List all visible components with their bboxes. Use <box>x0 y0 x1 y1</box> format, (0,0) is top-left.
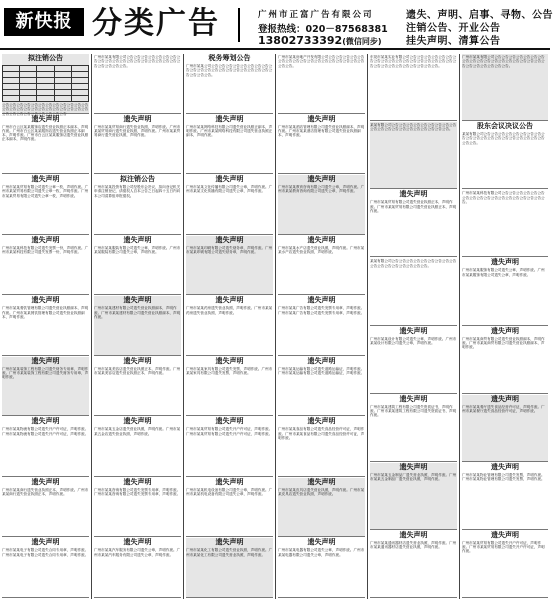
ad-notice <box>2 357 89 417</box>
notice-body: 广州市某某通讯器材店遗失营业执照，声明作废。广州市某某通讯器材店遗失营业执照，声明作废。 <box>370 540 457 550</box>
ad-notice <box>278 478 365 538</box>
ad-column <box>92 54 184 599</box>
notice-title: 遗失声明 <box>307 114 336 123</box>
ad-notice <box>186 115 273 175</box>
category-line: 遗失、声明、启事、寻物、公告 <box>406 10 553 21</box>
category-line: 挂失声明、清算公告 <box>406 36 501 47</box>
notice-title: 遗失声明 <box>123 417 152 426</box>
notice-body: 广州市某某教育咨询有限公司遗失公章，声明作废。广州市某某教育咨询有限公司遗失公章，声明作废。 <box>278 185 365 194</box>
notice-body: 广州市某某家具有限公司遗失发票，声明作废。广州市某某家具有限公司遗失发票，声明作废。 <box>186 366 273 376</box>
ad-notice <box>2 478 89 538</box>
notice-title: 遗失声明 <box>215 175 244 184</box>
notice-body: 广州市某某服饰有限公司遗失公章，声明作废。广州市某某服饰有限公司遗失公章，声明作废。 <box>462 268 545 277</box>
notice-title: 遗失声明 <box>399 326 428 335</box>
ad-notice <box>278 538 365 598</box>
notice-body: 广州市某某商贸有限公司遗失营业执照副本，声明作废。广州市某某商贸有限公司遗失营业执照副本，声明作废。 <box>462 336 545 350</box>
notice-body: 某某有限公司公告公告公告公告公告公告公告公告公告公告公告公告公告公告公告公告公告公告公告公告。 <box>370 123 457 132</box>
notice-body: 广州市某某房地产开发有限公司公告公告公告公告公告公告公告公告公告公告公告公告公告公告公告公告公告公告公告。 <box>278 55 365 68</box>
notice-body: 广州市某某有限公司公告公告公告公告公告公告公告公告公告公告公告公告公告公告公告公告公告公告公告公告公告公告公告公告。 <box>94 55 181 68</box>
ads-area <box>0 54 550 599</box>
notice-title: 遗失声明 <box>491 326 519 335</box>
notice-title: 遗失声明 <box>307 417 336 426</box>
ad-notice <box>186 175 273 235</box>
notice-title: 税务筹划公告 <box>208 54 251 62</box>
notice-body: 广州市某某商行遗失营业执照正本，声明作废。广州市某某商行遗失营业执照正本，声明作废。 <box>2 487 89 497</box>
ad-notice <box>370 258 457 325</box>
notice-title: 遗失声明 <box>215 235 244 244</box>
notice-body: 广州市某某贸易商行遗失营业执照，声明作废。广州市某某贸易商行遗失营业执照，声明作废。广州市某某贸易商行遗失营业执照，声明作废。 <box>94 124 181 138</box>
ad-notice <box>186 236 273 296</box>
notice-title: 拟注销公告 <box>28 54 63 62</box>
ad-notice <box>462 122 548 189</box>
ad-notice <box>186 296 273 356</box>
notice-body: 广州市某某食品有限公司遗失食品经营许可证，声明作废。广州市某某食品有限公司遗失食品经营许可证，声明作废。 <box>278 427 365 440</box>
ad-notice <box>462 54 548 121</box>
ad-notice <box>370 327 457 394</box>
ad-column <box>0 54 92 599</box>
notice-body: 广州市某某运输有限公司遗失道路运输证，声明作废。广州市某某运输有限公司遗失道路运输证，声明作废。 <box>278 366 365 376</box>
notice-body: 广州市某某建筑工程有限公司遗失资质证书，声明作废。广州市某某建筑工程有限公司遗失资质证书，声明作废。 <box>370 404 457 418</box>
notice-body: 广州市某某建材有限公司遗失营业执照副本，声明作废。广州市某某建材有限公司遗失营业执照副本，声明作废。 <box>94 306 181 319</box>
notice-body: 广州市某某化工有限公司遗失营业执照，声明作废。广州市某某化工有限公司遗失营业执照，声明作废。 <box>186 548 273 557</box>
ad-notice <box>2 296 89 356</box>
ad-notice <box>2 175 89 235</box>
ad-notice <box>462 327 548 394</box>
notice-body: 广州市某某投资有限公司经股东会决议，拟向登记机关申请注销登记，请债权人自本公告之日起四十五日内向本公司清算组申报债权。 <box>94 185 181 198</box>
notice-body: 广州市某某广告有限公司遗失发票专用章，声明作废。广州市某某广告有限公司遗失发票专用章，声明作废。 <box>278 306 365 315</box>
notice-body: 广州市某某五金店遗失营业执照，声明作废。广州市某某五金店遗失营业执照，声明作废。 <box>94 427 181 436</box>
notice-body: 某某有限公司公告公告公告公告公告公告公告公告公告公告公告公告公告公告公告公告公告。 <box>370 259 457 268</box>
notice-title: 遗失声明 <box>491 394 519 403</box>
ad-notice <box>278 115 365 175</box>
notice-title: 遗失声明 <box>123 477 152 486</box>
notice-title: 股东会议决议公告 <box>477 122 533 131</box>
notice-title: 遗失声明 <box>399 530 428 539</box>
notice-body: 广州市某某科技有限公司遗失发票一份，声明作废。广州市某某科技有限公司遗失发票一份，声明作废。 <box>2 245 89 254</box>
notice-title: 遗失声明 <box>307 356 336 365</box>
notice-title: 遗失声明 <box>123 296 152 305</box>
notice-table <box>2 65 89 102</box>
notice-title: 遗失声明 <box>307 296 336 305</box>
notice-title: 遗失声明 <box>307 477 336 486</box>
ad-column <box>184 54 276 599</box>
ad-notice <box>278 236 365 296</box>
ad-notice <box>462 463 548 530</box>
notice-body: 广州市某某药房遗失营业执照，声明作废。广州市某某药房遗失营业执照，声明作废。 <box>186 306 273 315</box>
ad-notice <box>278 296 365 356</box>
ad-notice <box>186 478 273 538</box>
notice-title: 遗失声明 <box>31 417 60 426</box>
notice-body: 广州市某某美容店遗失营业执照正本，声明作废。广州市某某美容店遗失营业执照正本，声明作废。 <box>94 366 181 376</box>
ad-notice <box>370 395 457 462</box>
notice-body: 广州市某某贸易有限公司遗失公章一枚，声明作废。广州市某某贸易有限公司遗失公章一枚，声明作废。广州市某某贸易有限公司遗失公章一枚，声明作废。 <box>2 185 89 198</box>
ad-notice <box>370 531 457 598</box>
ad-notice <box>94 175 181 235</box>
ad-notice <box>462 258 548 325</box>
ad-notice <box>94 296 181 356</box>
notice-title: 遗失声明 <box>31 538 60 547</box>
ad-notice <box>2 54 89 114</box>
notice-title: 遗失声明 <box>31 235 60 244</box>
notice-body: 广州市某某物业管理有限公司遗失发票，声明作废。广州市某某物业管理有限公司遗失发票，声明作废。 <box>462 472 545 482</box>
notice-body: 广州市某某贸易有限公司遗失开户许可证，声明作废。广州市某某贸易有限公司遗失开户许可证，声明作废。 <box>462 540 545 554</box>
notice-body: 广州市某某科技有限公司公告公告公告公告公告公告公告公告公告公告公告公告公告公告公告公告公告公告。 <box>462 191 545 204</box>
hotline: 登报热线：020－87568381 <box>258 24 388 35</box>
notice-title: 遗失声明 <box>123 235 152 244</box>
notice-body: 广州市某某餐厅遗失食品经营许可证，声明作废。广州市某某餐厅遗失食品经营许可证，声明作废。 <box>462 404 545 413</box>
notice-body: 广州市某某电器有限公司遗失公章，声明作废。广州市某某电器有限公司遗失公章，声明作废。 <box>278 548 365 557</box>
ad-column <box>276 54 368 599</box>
ad-notice <box>370 122 457 189</box>
notice-title: 遗失声明 <box>123 538 152 547</box>
ad-notice <box>94 236 181 296</box>
notice-body: 广州市某某皮具店遗失营业执照，声明作废。广州市某某皮具店遗失营业执照，声明作废。 <box>278 487 365 497</box>
ad-notice <box>370 190 457 257</box>
ad-categories <box>406 6 553 47</box>
notice-body: 广州市某某印刷有限公司遗失财务章，声明作废。广州市某某印刷有限公司遗失财务章，声明作废。 <box>186 245 273 254</box>
ad-notice <box>94 54 181 114</box>
notice-title: 遗失声明 <box>215 477 244 486</box>
notice-title: 遗失声明 <box>491 258 519 267</box>
notice-body: 某某有限公司公告公告公告公告公告公告公告公告公告公告公告公告公告公告公告公告公告公告公告公告公告公告。 <box>462 132 545 145</box>
notice-body: 广州市某某电子有限公司遗失合同专用章，声明作废。广州市某某电子有限公司遗失合同专用章，声明作废。 <box>2 548 89 557</box>
notice-body: 广州市某某酒店管理有限公司遗失营业执照副本，声明作废。广州市某某酒店管理有限公司遗失营业执照副本，声明作废。 <box>278 124 365 138</box>
ad-notice <box>94 478 181 538</box>
ad-notice <box>278 54 365 114</box>
ad-column <box>368 54 460 599</box>
ad-notice <box>462 531 548 598</box>
ad-notice <box>278 417 365 477</box>
notice-body: 广州市某某五金制品厂遗失营业执照，声明作废。广州市某某五金制品厂遗失营业执照，声明作废。 <box>370 472 457 482</box>
company-name: 广州市正富广告有限公司 <box>258 10 374 20</box>
notice-title: 遗失声明 <box>31 477 60 486</box>
ad-notice <box>278 357 365 417</box>
notice-title: 遗失声明 <box>307 175 336 184</box>
ad-notice <box>2 417 89 477</box>
ad-notice <box>278 175 365 235</box>
notice-title: 遗失声明 <box>31 356 60 365</box>
ad-notice <box>186 54 273 114</box>
notice-body: 广州市某某有限公司公告公告公告公告公告公告公告公告公告公告公告公告公告公告公告公告公告公告公告公告公告公告公告公告公告。 <box>462 55 545 68</box>
notice-title: 遗失声明 <box>491 530 519 539</box>
notice-body: 公告公告公告公告公告公告公告公告公告公告公告公告公告公告公告公告公告公告公告公告公告公告公告公告公告公告公告公告公告公告公告公告公告 <box>2 103 89 116</box>
notice-title: 遗失声明 <box>399 190 428 199</box>
ad-notice <box>2 115 89 175</box>
category-line: 注销公告、开业公告 <box>406 23 501 34</box>
notice-body: 广州市某某服装有限公司遗失公章，声明作废。广州市某某服装有限公司遗失公章，声明作废。 <box>94 245 181 254</box>
notice-title: 遗失声明 <box>215 114 244 123</box>
ad-notice <box>370 54 457 121</box>
notice-body: 广州市某某咨询有限公司遗失发票专用章，声明作废。广州市某某咨询有限公司遗失发票专用章，声明作废。 <box>94 487 181 497</box>
ad-notice <box>462 395 548 462</box>
ad-notice <box>94 115 181 175</box>
notice-title: 遗失声明 <box>31 114 60 123</box>
notice-title: 遗失声明 <box>215 356 244 365</box>
notice-title: 遗失声明 <box>399 462 428 471</box>
notice-title: 遗失声明 <box>31 296 60 305</box>
mobile-phone <box>258 34 398 46</box>
notice-body: 广州市白云区某某服饰店遗失营业执照正本副本，声明作废。广州市白云区某某服饰店遗失营业执照正本副本，声明作废。广州市白云区某某服饰店遗失营业执照正本副本，声明作废。 <box>2 124 89 142</box>
notice-title: 遗失声明 <box>123 356 152 365</box>
ad-notice <box>462 190 548 257</box>
ad-notice <box>186 417 273 477</box>
notice-title: 遗失声明 <box>215 417 244 426</box>
notice-body: 广州市某某水产店遗失营业执照，声明作废。广州市某某水产店遗失营业执照，声明作废。 <box>278 245 365 254</box>
notice-body: 广州市某某设计有限公司遗失公章，声明作废。广州市某某设计有限公司遗失公章，声明作废。 <box>370 336 457 345</box>
notice-body: 东莞市某某实业有限公司公告公告公告公告公告公告公告公告公告公告公告公告公告公告公告公告公告公告公告公告公告公告公告公告公告公告公告公告。 <box>370 55 457 68</box>
notice-body: 广州市某某贸易有限公司遗失开户许可证，声明作废。广州市某某贸易有限公司遗失开户许可证，声明作废。 <box>186 427 273 436</box>
ad-notice <box>370 463 457 530</box>
ad-notice <box>186 538 273 598</box>
notice-body: 广州市某某物流有限公司遗失开户许可证，声明作废。广州市某某物流有限公司遗失开户许可证，声明作废。 <box>2 427 89 436</box>
wechat-note: (微信同步) <box>342 37 382 46</box>
mobile-number: 13802733392 <box>258 34 343 47</box>
ad-notice <box>186 357 273 417</box>
ad-notice <box>2 236 89 296</box>
notice-title: 遗失声明 <box>491 462 519 471</box>
section-title: 分类广告 <box>92 6 220 41</box>
notice-title: 遗失声明 <box>399 394 428 403</box>
notice-body: 广州市某某汽车服务有限公司遗失公章，声明作废。广州市某某汽车服务有限公司遗失公章，声明作废。 <box>94 548 181 557</box>
notice-title: 遗失声明 <box>307 235 336 244</box>
notice-title: 拟注销公告 <box>120 175 155 184</box>
ad-notice <box>94 538 181 598</box>
notice-title: 遗失声明 <box>123 114 152 123</box>
notice-title: 遗失声明 <box>31 175 60 184</box>
notice-title: 遗失声明 <box>307 538 336 547</box>
notice-body: 广州市某某网络科技有限公司遗失营业执照正副本，声明作废。广州市某某网络科技有限公司遗失营业执照正副本，声明作废。 <box>186 124 273 138</box>
header-divider <box>238 8 240 42</box>
notice-title: 遗失声明 <box>215 538 244 547</box>
notice-body: 广州市某某装饰工程有限公司遗失财务专用章，声明作废。广州市某某装饰工程有限公司遗失财务专用章，声明作废。 <box>2 366 89 380</box>
notice-title: 遗失声明 <box>215 296 244 305</box>
newspaper-header <box>0 0 553 50</box>
notice-body: 广州市某某餐饮管理有限公司遗失营业执照副本，声明作废。广州市某某餐饮管理有限公司遗失营业执照副本，声明作废。 <box>2 306 89 319</box>
newspaper-logo: 新快报 <box>4 8 84 36</box>
ad-notice <box>94 357 181 417</box>
notice-body: 广州市某某公司公告公告公告公告公告公告公告公告公告公告公告公告公告公告公告公告公告公告公告公告公告公告公告公告。 <box>186 64 273 77</box>
ad-notice <box>94 417 181 477</box>
notice-body: 广州市某某文化传播有限公司遗失公章，声明作废。广州市某某文化传播有限公司遗失公章，声明作废。 <box>186 185 273 194</box>
notice-body: 广州市某某机电设备有限公司遗失公章，声明作废。广州市某某机电设备有限公司遗失公章，声明作废。 <box>186 487 273 497</box>
ad-column <box>460 54 550 599</box>
ad-notice <box>2 538 89 598</box>
notice-body: 广州市某某贸易有限公司遗失营业执照正本，声明作废。广州市某某贸易有限公司遗失营业执照正本，声明作废。 <box>370 200 457 213</box>
